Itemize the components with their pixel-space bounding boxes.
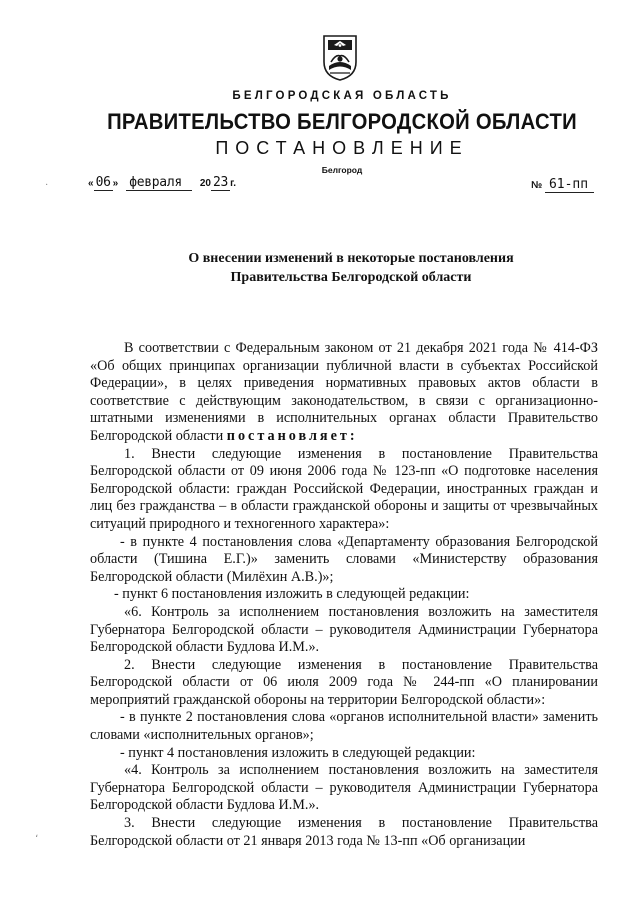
city-name: Белгород: [321, 165, 363, 175]
document-title: [60, 249, 640, 287]
paragraph-item-2-sub-b: - пункт 4 постановления изложить в следующей редакции:: [120, 744, 476, 761]
preamble-text: В соответствии с Федеральным законом от 21 декабря 2021 года № 414-ФЗ «Об общих принципах организации публичной власти в субъектах Российской Федерации», в целях приведения нормативных правовых актов области в соответствие с действующим законодательством, в связи с организационно-штатными изменениями в исполнительных органах области Правительство Белгородской области: [90, 340, 598, 444]
number-label: №: [531, 180, 543, 191]
scan-mark: ·: [45, 180, 49, 191]
date-year-prefix: 20: [199, 178, 211, 189]
date-day: 06: [95, 175, 111, 190]
paragraph-preamble: [90, 340, 598, 446]
paragraph-item-1-sub-a: - в пункте 4 постановления слова «Департаменту образования Белгородской области (Тишина Е.Г.)» заменить словами «Министерству образования Белгородской области (Милёхин А.В.)»;: [90, 533, 598, 585]
document-number: [531, 177, 594, 192]
paragraph-item-1-quote: «6. Контроль за исполнением постановления возложить на заместителя Губернатора Белгородской области – руководителя Администрации Губернатора Белгородской области Будлова И.М.».: [90, 603, 598, 656]
title-line-2: Правительства Белгородской области: [230, 270, 472, 285]
paragraph-item-2-quote: «4. Контроль за исполнением постановления возложить на заместителя Губернатора Белгородской области – руководителя Администрации Губернатора Белгородской области Будлова И.М.».: [90, 762, 598, 814]
region-name: БЕЛГОРОДСКАЯ ОБЛАСТЬ: [232, 90, 452, 102]
number-value: 61-пп: [545, 177, 594, 193]
paragraph-item-1-sub-b: - пункт 6 постановления изложить в следующей редакции:: [114, 586, 470, 603]
government-name: ПРАВИТЕЛЬСТВО БЕЛГОРОДСКОЙ ОБЛАСТИ: [107, 109, 577, 134]
paragraph-item-2: 2. Внести следующие изменения в постановление Правительства Белгородской области от 06 июля 2009 года № 244-пп «О планировании мероприятий гражданской обороны на территории Белгородской области»:: [90, 656, 598, 708]
date-open-quote: «: [88, 178, 94, 189]
coat-of-arms-icon: [320, 32, 360, 82]
paragraph-item-1: 1. Внести следующие изменения в постановление Правительства Белгородской области от 09 июня 2006 года № 123-пп «О подготовке населения Белгородской области: граждан Российской Федерации, иностранных граждан и лиц без гражданства – в области гражданской обороны и защиты от чрезвычайных ситуаций природного и техногенного характера»:: [90, 445, 598, 532]
date-close-quote: »: [112, 178, 119, 189]
paragraph-item-2-sub-a: - в пункте 2 постановления слова «органов исполнительной власти» заменить словами «исполнительных органов»;: [90, 709, 598, 744]
date-year-unit: г.: [230, 178, 237, 189]
date-month: февраля: [126, 175, 192, 191]
document-date: [88, 175, 236, 190]
date-year-suffix: 23: [213, 175, 229, 190]
document-body: [90, 340, 598, 850]
preamble-keyword: постановляет:: [226, 427, 358, 444]
paragraph-item-3: 3. Внести следующие изменения в постановление Правительства Белгородской области от 21 января 2013 года № 13-пп «Об организации: [90, 815, 598, 849]
title-line-1: О внесении изменений в некоторые постановления: [188, 251, 514, 266]
document-type: ПОСТАНОВЛЕНИЕ: [215, 138, 469, 158]
scan-mark: ،: [35, 829, 39, 840]
